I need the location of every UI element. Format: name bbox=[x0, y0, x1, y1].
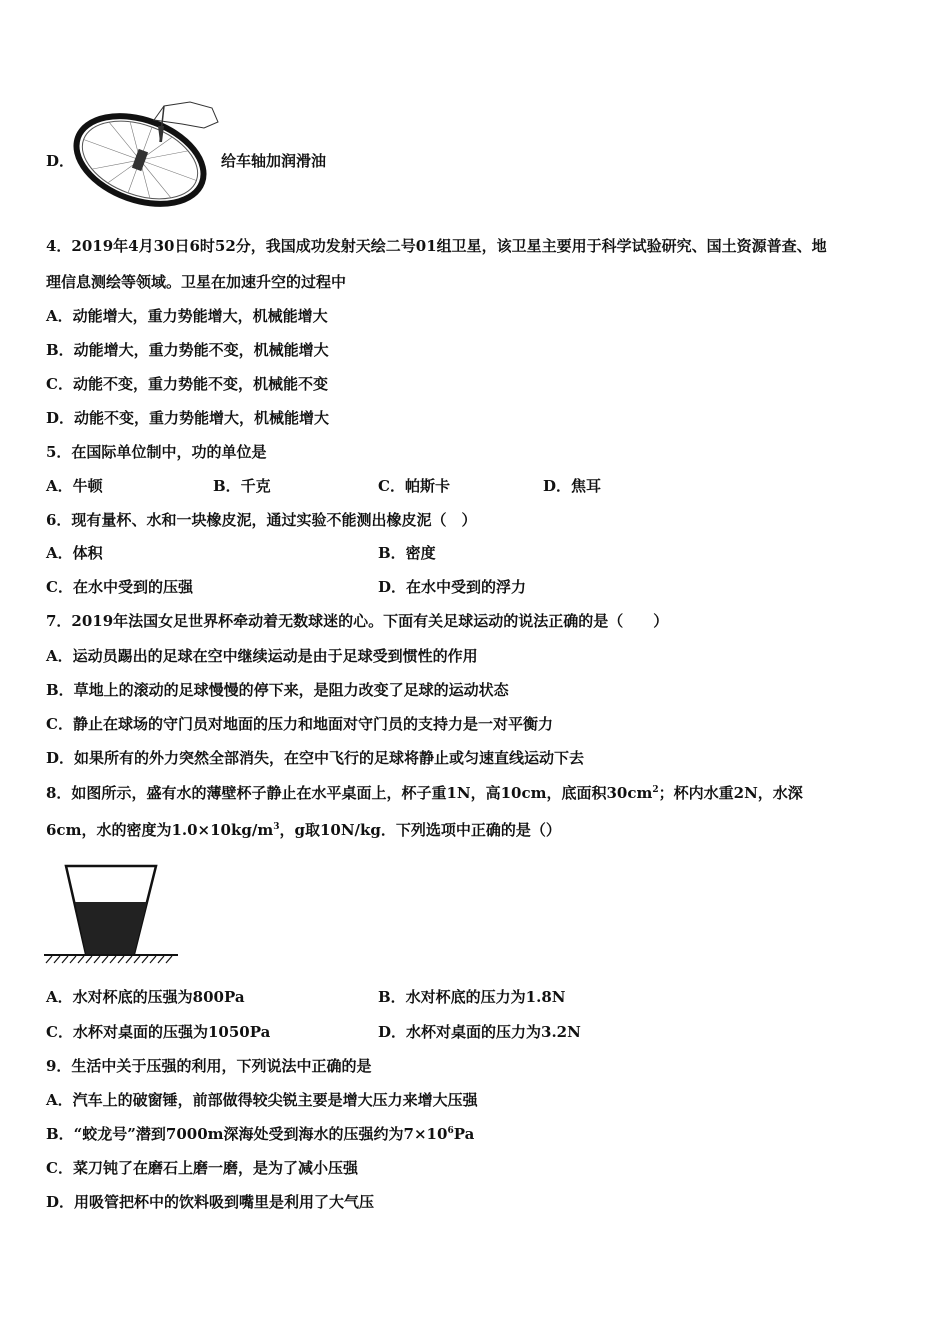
q9-option-c: C．菜刀钝了在磨石上磨一磨，是为了减小压强 bbox=[46, 1159, 358, 1177]
q8-option-d: D．水杯对桌面的压力为3.2N bbox=[378, 1023, 581, 1041]
q4-option-d: D．动能不变，重力势能增大，机械能增大 bbox=[46, 409, 330, 427]
q8-stem-line1 bbox=[46, 783, 803, 803]
q8-stem-line2-a: 6cm，水的密度为1.0×10kg/m bbox=[46, 821, 274, 839]
q8-stem-line2 bbox=[46, 820, 561, 840]
q4-option-a: A．动能增大，重力势能增大，机械能增大 bbox=[46, 307, 328, 325]
q9-option-b-sup: 6 bbox=[447, 1126, 454, 1136]
q4-option-b: B．动能增大，重力势能不变，机械能增大 bbox=[46, 341, 329, 359]
q7-option-b: B．草地上的滚动的足球慢慢的停下来，是阻力改变了足球的运动状态 bbox=[46, 681, 509, 699]
q5-stem: 5．在国际单位制中，功的单位是 bbox=[46, 443, 267, 461]
q7-option-c: C．静止在球场的守门员对地面的压力和地面对守门员的支持力是一对平衡力 bbox=[46, 715, 553, 733]
q6-stem: 6．现有量杯、水和一块橡皮泥，通过实验不能测出橡皮泥（ ） bbox=[46, 511, 477, 529]
q9-stem: 9．生活中关于压强的利用，下列说法中正确的是 bbox=[46, 1057, 372, 1075]
q9-option-b-pre: B．“蛟龙号”潜到7000m深海处受到海水的压强约为7×10 bbox=[46, 1125, 448, 1143]
q6-option-a: A．体积 bbox=[46, 544, 103, 562]
q5-option-b: B．千克 bbox=[213, 477, 271, 495]
q4-option-c: C．动能不变，重力势能不变，机械能不变 bbox=[46, 375, 328, 393]
q8-option-a: A．水对杯底的压强为800Pa bbox=[46, 988, 245, 1006]
q8-stem-line2-sup: 3 bbox=[273, 822, 280, 832]
q5-option-a: A．牛顿 bbox=[46, 477, 103, 495]
q4-stem-line2: 理信息测绘等领域。卫星在加速升空的过程中 bbox=[46, 273, 347, 291]
q3-option-d-text: 给车轴加润滑油 bbox=[221, 152, 327, 170]
q8-option-c: C．水杯对桌面的压强为1050Pa bbox=[46, 1023, 271, 1041]
q8-stem-line1-a: 8．如图所示，盛有水的薄壁杯子静止在水平桌面上，杯子重1N，高10cm，底面积30cm bbox=[46, 784, 653, 802]
q7-stem: 7．2019年法国女足世界杯牵动着无数球迷的心。下面有关足球运动的说法正确的是（ ） bbox=[46, 612, 669, 630]
q8-stem-line1-b: ；杯内水重2N，水深 bbox=[658, 784, 803, 802]
q7-option-a: A．运动员踢出的足球在空中继续运动是由于足球受到惯性的作用 bbox=[46, 647, 478, 665]
q6-option-b: B．密度 bbox=[378, 544, 436, 562]
q9-option-d: D．用吸管把杯中的饮料吸到嘴里是利用了大气压 bbox=[46, 1193, 375, 1211]
q9-option-b-post: Pa bbox=[453, 1125, 475, 1143]
q6-option-c: C．在水中受到的压强 bbox=[46, 578, 193, 596]
q5-option-d: D．焦耳 bbox=[543, 477, 602, 495]
q9-option-a: A．汽车上的破窗锤，前部做得较尖锐主要是增大压力来增大压强 bbox=[46, 1091, 478, 1109]
q9-option-b bbox=[46, 1124, 474, 1144]
q7-option-d: D．如果所有的外力突然全部消失，在空中飞行的足球将静止或匀速直线运动下去 bbox=[46, 749, 585, 767]
cup-of-water-figure bbox=[44, 862, 180, 966]
q3-option-d-label: D． bbox=[46, 152, 75, 170]
q8-stem-line2-b: ，g取10N/kg．下列选项中正确的是（） bbox=[279, 821, 561, 839]
q4-stem-line1: 4．2019年4月30日6时52分，我国成功发射天绘二号01组卫星，该卫星主要用于科学试验研究、国土资源普查、地 bbox=[46, 237, 827, 255]
q6-option-d: D．在水中受到的浮力 bbox=[378, 578, 527, 596]
q5-option-c: C．帕斯卡 bbox=[378, 477, 450, 495]
q8-stem-line1-sup: 2 bbox=[652, 785, 659, 795]
bicycle-wheel-figure bbox=[72, 98, 222, 213]
q8-option-b: B．水对杯底的压力为1.8N bbox=[378, 988, 566, 1006]
